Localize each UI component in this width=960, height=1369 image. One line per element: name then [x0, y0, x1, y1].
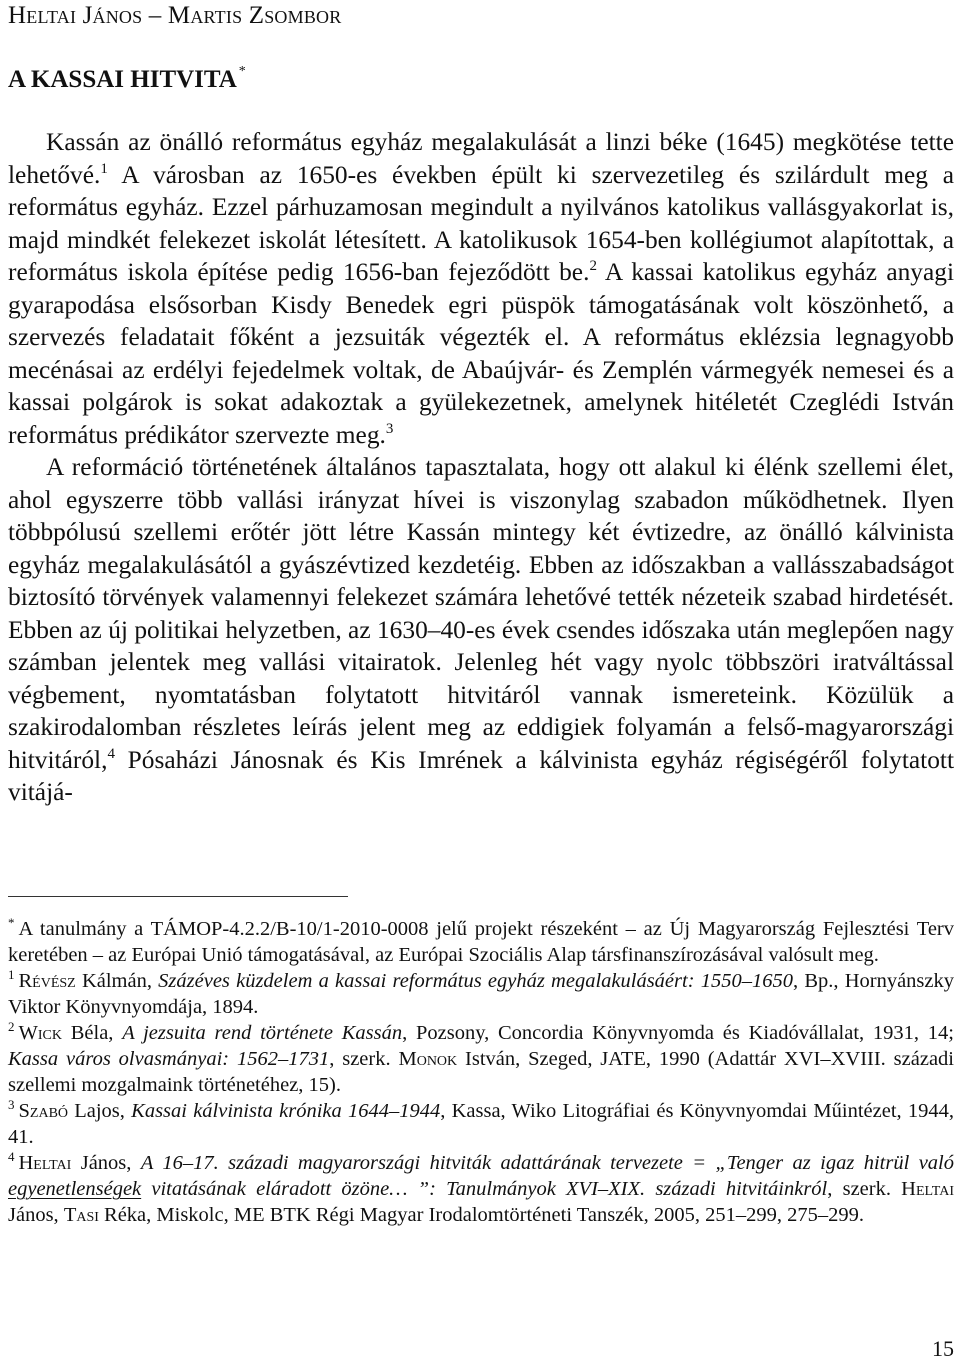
main-text [8, 126, 954, 809]
footnote-2-title: A jezsuita rend története Kassán [122, 1022, 403, 1044]
footnote-ref-4[interactable]: 4 [107, 745, 115, 762]
footnote-2-editor-label: , szerk. [329, 1048, 399, 1070]
paragraph-1-text-a: Kassán az önálló református egyház megalakulását a linzi béke (1645) megkötése tette lehetővé. [8, 128, 954, 189]
footnote-1-title: Százéves küzdelem a kassai református egyház megalakulásáért: 1550–1650 [158, 970, 793, 992]
footnote-ref-3[interactable]: 3 [385, 420, 394, 437]
footnote-ref-2[interactable]: 2 [589, 258, 597, 274]
paragraph-1-text-c: A kassai katolikus egyház anyagi gyarapodása elsősorban Kisdy Benedek egri püspök támogatásának volt köszönhető, a szervezés feladatait főként a jezsuiták végezték el. A református eklézsia legnagyobb mecénásai az erdélyi fejedelmek voltak, de Abaújvár- és Zemplén vármegyék nemesei és a kassai polgárok is sokat adakoztak a gyülekezetnek, amelynek hitéletét Czeglédi István református prédikátor szervezte meg. [8, 258, 955, 449]
footnote-4-title-underlined: egyenetlenségek [8, 1178, 142, 1200]
footnote-2-editor-surname: Monok [398, 1048, 458, 1070]
footnote-4-editor-label: , szerk. [827, 1178, 902, 1200]
paragraph-2 [8, 451, 954, 809]
article-title-text: A KASSAI HITVITA [8, 66, 237, 93]
article-title [8, 64, 246, 94]
footnote-2 [8, 1020, 954, 1098]
footnote-2-author-surname: Wick [18, 1022, 62, 1044]
paragraph-1-text-b: A városban az 1650-es években épült ki szervezetileg és szilárdult meg a református egyház. Ezzel párhuzamosan megindult a nyilvános katolikus vallásgyakorlat is, majd mindkét felekezet iskolát létesített. A katolikusok 1654-ben kollégiumot alapítottak, a református iskola építése pedig 1656-ban fejeződött be. [8, 160, 954, 286]
footnote-1-author-surname: Révész [18, 970, 76, 992]
title-footnote-mark[interactable]: * [238, 64, 246, 79]
footnote-2-publication: , Pozsony, Concordia Könyvnyomda és Kiadóvállalat, 1931, 14; [402, 1022, 954, 1044]
footnote-2-number: 2 [8, 1019, 15, 1034]
footnote-2-rest: István, Szeged, JATE, 1990 (Adattár XVI–XVIII. századi szellemi mozgalmaink történetéhez, 15). [8, 1048, 954, 1096]
footnote-1 [8, 968, 954, 1020]
footnote-4-number: 4 [8, 1149, 15, 1164]
footnote-3-author-surname: Szabó [18, 1100, 69, 1122]
footnote-4-title-a: A 16–17. századi magyarországi hitviták adattárának tervezete = „Tenger az igaz hitrül való [140, 1152, 954, 1174]
footnote-star-mark: * [8, 915, 15, 930]
footnote-3-number: 3 [8, 1097, 15, 1112]
footnote-4-editor-2-surname: Tasi [63, 1204, 99, 1226]
footnote-1-publication: , Bp., Hornyánszky Viktor Könyvnyomdája, 1894. [8, 970, 954, 1018]
footnote-3-author-given: Lajos, [68, 1100, 132, 1122]
footnote-separator [8, 896, 348, 897]
footnote-4-rest: Réka, Miskolc, ME BTK Régi Magyar Irodalomtörténeti Tanszék, 2005, 251–299, 275–299. [98, 1204, 865, 1226]
paragraph-2-text-a: A reformáció történetének általános tapasztalata, hogy ott alakul ki élénk szellemi élet, ahol egyszerre több vallási irányzat hívei is viszonylag szabadon működhetnek. Ilyen többpólusú szellemi erőtér jött létre Kassán mintegy két évtizedre, az önálló kálvinista egyház megalakulásától a gyászévtized kezdetéig. Ebben az időszakban a vallásszabadságot biztosító törvények valamennyi felekezet számára lehetővé tették nézeteik szabad hirdetését. Ebben az új politikai helyzetben, az 1630–40-es évek csendes időszaka után meglepően nagy számban jelentek meg vallási vitairatok. Jelenleg hét vagy nyolc többszöri iratváltással végbement, nyomtatásban folytatott hitvitáról vannak ismereteink. Közülük a szakirodalomban részletes leírás jelent meg az eddigiek folyamán a felső-magyarországi hitvitáról, [8, 453, 954, 774]
footnote-4-editor-1-given: János, [8, 1204, 64, 1226]
paragraph-1 [8, 126, 954, 451]
footnotes [8, 916, 954, 1228]
footnote-1-author-given: Kálmán, [75, 970, 159, 992]
footnote-3-title: Kassai kálvinista krónika 1644–1944 [131, 1100, 441, 1122]
footnote-3-publication: , Kassa, Wiko Litográfiai és Könyvnyomdai Műintézet, 1944, 41. [8, 1100, 955, 1148]
footnote-4-author-surname: Heltai [18, 1152, 72, 1174]
footnote-1-number: 1 [8, 967, 15, 982]
footnote-4 [8, 1150, 954, 1228]
footnote-4-title-b: vitatásának eláradott özöne… ”: Tanulmányok XVI–XIX. századi hitvitáinkról [141, 1178, 828, 1200]
running-header-authors: Heltai János – Martis Zsombor [8, 2, 342, 29]
footnote-3 [8, 1098, 954, 1150]
footnote-star-text: A tanulmány a TÁMOP-4.2.2/B-10/1-2010-0008 jelű projekt részeként – az Új Magyarország Fejlesztési Terv keretében – az Európai Unió támogatásával, az Európai Szociális Alap társfinanszírozásával valósult meg. [8, 918, 954, 966]
footnote-4-author-given: János, [71, 1152, 141, 1174]
footnote-2-author-given: Béla, [61, 1022, 123, 1044]
footnote-star [8, 916, 954, 968]
footnote-4-editor-1-surname: Heltai [901, 1178, 954, 1200]
paragraph-2-text-b: Pósaházi Jánosnak és Kis Imrének a kálvinista egyház régiségéről folytatott vitájá- [8, 745, 954, 806]
page-number: 15 [932, 1336, 954, 1361]
footnote-2-title-2: Kassa város olvasmányai: 1562–1731 [8, 1048, 330, 1070]
footnote-ref-1[interactable]: 1 [100, 160, 108, 177]
